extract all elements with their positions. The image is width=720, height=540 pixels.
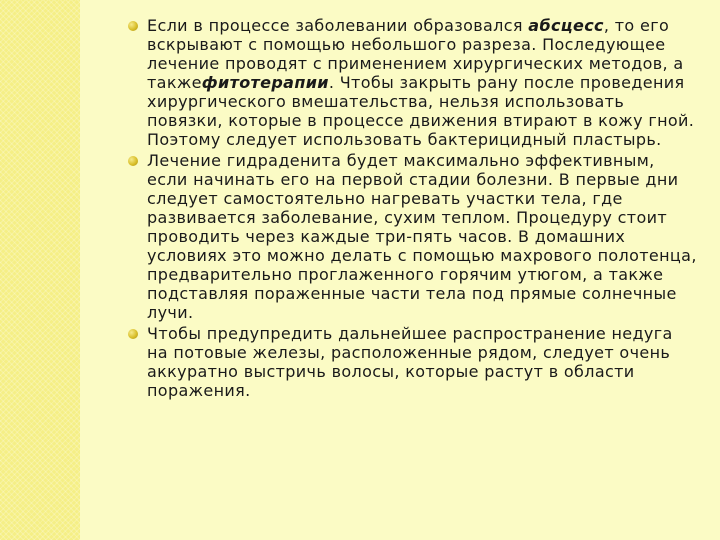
bullet-list [128, 16, 698, 402]
emphasized-term: абсцесс [528, 16, 604, 35]
list-item-text: . Чтобы закрыть рану после проведения хирургического вмешательства, нельзя использовать повязки, которые в процессе движения втирают в кожу гной. Поэтому следует использовать бактерицидный пластырь. [147, 73, 695, 149]
list-item-text: Лечение гидраденита будет максимально эффективным, если начинать его на первой стадии болезни. В первые дни следует самостоятельно нагревать участки тела, где развивается заболевание, сухим теплом. Процедуру стоит проводить через каждые три-пять часов. В домашних условиях это можно делать с помощью махрового полотенца, предварительно проглаженного горячим утюгом, а также подставляя пораженные части тела под прямые солнечные лучи. [147, 151, 697, 322]
list-item [128, 151, 698, 322]
list-item-text: Если в процессе заболевании образовался [147, 16, 529, 35]
bullet-dot-icon [128, 156, 138, 166]
bullet-dot-icon [128, 21, 138, 31]
bullet-dot-icon [128, 329, 138, 339]
list-item-text: , то его вскрывают с помощью небольшого разреза. Последующее лечение проводят с применением хирургических методов, а также [147, 16, 684, 92]
list-item [128, 324, 698, 400]
list-item-text: Чтобы предупредить дальнейшее распространение недуга на потовые железы, расположенные рядом, следует очень аккуратно выстричь волосы, которые растут в области поражения. [147, 324, 673, 400]
decorative-side-band [0, 0, 80, 540]
emphasized-term: фитотерапии [201, 73, 329, 92]
list-item [128, 16, 698, 149]
